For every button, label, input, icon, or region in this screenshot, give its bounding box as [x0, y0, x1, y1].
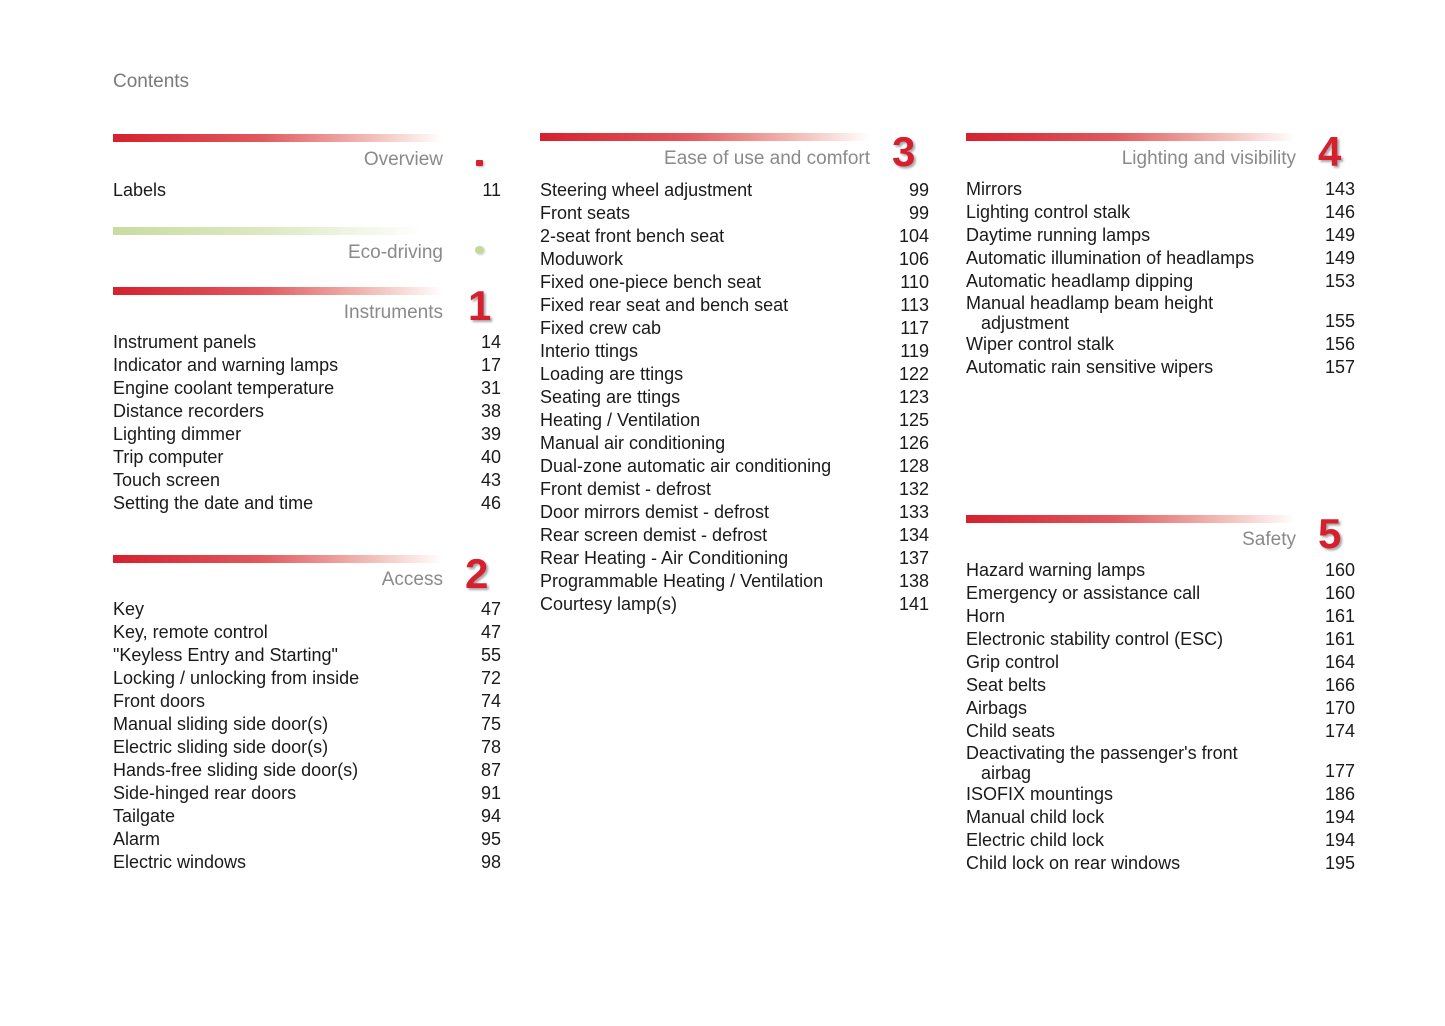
- toc-entry-label: 2-seat front bench seat: [540, 226, 725, 246]
- toc-entry-page: 123: [898, 387, 929, 407]
- toc-entry-page: 94: [480, 806, 501, 826]
- toc-entry-page: 155: [1324, 311, 1355, 331]
- toc-entry[interactable]: [540, 386, 929, 409]
- toc-entry-label: Trip computer: [113, 447, 224, 467]
- toc-entry-label: Rear Heating - Air Conditioning: [540, 548, 789, 568]
- toc-entry-page: 47: [480, 622, 501, 642]
- toc-entry-label: Door mirrors demist - defrost: [540, 502, 770, 522]
- toc-entry[interactable]: [966, 247, 1355, 270]
- toc-entry[interactable]: [966, 356, 1355, 379]
- toc-entry-label: Locking / unlocking from inside: [113, 668, 360, 688]
- entry-list: [113, 331, 501, 515]
- section-bar: [540, 133, 870, 141]
- toc-entry-label: Seating are ttings: [540, 387, 681, 407]
- toc-entry-page: 17: [480, 355, 501, 375]
- toc-entry-page: 125: [898, 410, 929, 430]
- toc-entry[interactable]: [113, 736, 501, 759]
- toc-entry-page: 110: [900, 272, 929, 292]
- entry-list: [966, 559, 1355, 875]
- toc-entry[interactable]: [966, 783, 1355, 806]
- toc-entry[interactable]: [113, 446, 501, 469]
- toc-entry-page: 38: [480, 401, 501, 421]
- toc-entry-page: 153: [1324, 271, 1355, 291]
- toc-entry[interactable]: [113, 423, 501, 446]
- toc-entry-label: Manual child lock: [966, 807, 1105, 827]
- toc-entry-page: 143: [1324, 179, 1355, 199]
- toc-entry[interactable]: [966, 697, 1355, 720]
- toc-entry-page: 46: [480, 493, 501, 513]
- toc-entry-label: Electric child lock: [966, 830, 1105, 850]
- toc-entry-label: Steering wheel adjustment: [540, 180, 753, 200]
- section-title: Safety: [1242, 529, 1296, 550]
- toc-entry-label: Fixed crew cab: [540, 318, 662, 338]
- toc-entry[interactable]: [966, 651, 1355, 674]
- toc-entry[interactable]: [113, 667, 501, 690]
- section-bar: [966, 515, 1296, 523]
- toc-entry-page: 117: [900, 318, 929, 338]
- section-title: Instruments: [343, 302, 443, 323]
- toc-entry-label: Electric windows: [113, 852, 247, 872]
- toc-entry[interactable]: [540, 593, 929, 616]
- toc-entry-label: Setting the date and time: [113, 493, 314, 513]
- toc-entry-page: 177: [1324, 761, 1355, 781]
- toc-entry[interactable]: [113, 179, 501, 202]
- toc-entry-page: 170: [1324, 698, 1355, 718]
- toc-entry[interactable]: [113, 469, 501, 492]
- toc-entry-label: Programmable Heating / Ventilation: [540, 571, 824, 591]
- toc-entry-label: Deactivating the passenger's front: [966, 743, 1238, 763]
- toc-entry-page: 11: [482, 180, 501, 200]
- toc-entry-label: Loading are ttings: [540, 364, 684, 384]
- toc-entry-page: 99: [908, 203, 929, 223]
- toc-entry-label: Key, remote control: [113, 622, 268, 642]
- toc-entry[interactable]: [113, 782, 501, 805]
- toc-entry-page: 40: [480, 447, 501, 467]
- toc-entry-page: 157: [1324, 357, 1355, 377]
- toc-entry[interactable]: [966, 852, 1355, 875]
- toc-entry-page: 126: [898, 433, 929, 453]
- toc-entry-label: Manual air conditioning: [540, 433, 726, 453]
- toc-entry-label: Touch screen: [113, 470, 221, 490]
- toc-entry-label: Indicator and warning lamps: [113, 355, 339, 375]
- toc-entry-page: 98: [480, 852, 501, 872]
- toc-entry-label: Tailgate: [113, 806, 176, 826]
- toc-entry-page: 104: [898, 226, 929, 246]
- entry-list: [540, 179, 929, 616]
- toc-entry[interactable]: [113, 354, 501, 377]
- toc-entry[interactable]: [540, 271, 929, 294]
- toc-entry-label: Interio ttings: [540, 341, 639, 361]
- toc-entry-page: 74: [480, 691, 501, 711]
- toc-entry[interactable]: [113, 759, 501, 782]
- toc-entry[interactable]: [966, 605, 1355, 628]
- toc-entry-label: Electronic stability control (ESC): [966, 629, 1224, 649]
- toc-entry-label: Horn: [966, 606, 1006, 626]
- toc-entry-page: 122: [898, 364, 929, 384]
- toc-entry-label: Key: [113, 599, 145, 619]
- section-bar: [113, 134, 443, 142]
- toc-entry[interactable]: [966, 582, 1355, 605]
- toc-entry-label: Engine coolant temperature: [113, 378, 335, 398]
- section-number: 4: [1318, 128, 1342, 175]
- toc-entry-page: 164: [1324, 652, 1355, 672]
- toc-entry[interactable]: [966, 559, 1355, 582]
- toc-entry-page: 78: [480, 737, 501, 757]
- toc-entry[interactable]: [113, 400, 501, 423]
- toc-entry-label: Front seats: [540, 203, 631, 223]
- toc-entry-label: Rear screen demist - defrost: [540, 525, 768, 545]
- toc-entry-page: 186: [1324, 784, 1355, 804]
- toc-entry-page: 43: [480, 470, 501, 490]
- toc-entry[interactable]: [966, 720, 1355, 743]
- section-bar: [113, 555, 443, 563]
- toc-entry-page: 138: [898, 571, 929, 591]
- toc-entry-label: Automatic illumination of headlamps: [966, 248, 1255, 268]
- toc-entry-label: Lighting control stalk: [966, 202, 1131, 222]
- toc-entry-page: 47: [480, 599, 501, 619]
- toc-entry[interactable]: [966, 270, 1355, 293]
- toc-entry[interactable]: [966, 628, 1355, 651]
- toc-entry-label: Emergency or assistance call: [966, 583, 1201, 603]
- page-title: Contents: [113, 71, 190, 92]
- toc-entry-page: 166: [1324, 675, 1355, 695]
- toc-entry-label-continued: adjustment: [981, 313, 1070, 333]
- toc-entry[interactable]: [113, 377, 501, 400]
- toc-entry[interactable]: [540, 202, 929, 225]
- toc-entry[interactable]: [966, 293, 1355, 333]
- toc-entry-page: 75: [480, 714, 501, 734]
- toc-entry-page: 161: [1324, 606, 1355, 626]
- toc-entry-label: Distance recorders: [113, 401, 265, 421]
- toc-entry-page: 31: [480, 378, 501, 398]
- section-title: Ease of use and comfort: [664, 148, 870, 169]
- toc-entry[interactable]: [540, 570, 929, 593]
- toc-entry-page: 99: [908, 180, 929, 200]
- toc-entry[interactable]: [966, 806, 1355, 829]
- toc-entry-page: 194: [1324, 830, 1355, 850]
- toc-entry[interactable]: [966, 201, 1355, 224]
- toc-entry-page: 146: [1324, 202, 1355, 222]
- toc-entry-page: 14: [480, 332, 501, 352]
- toc-entry-label: Airbags: [966, 698, 1028, 718]
- toc-entry[interactable]: [540, 363, 929, 386]
- toc-entry-page: 95: [480, 829, 501, 849]
- toc-entry-label: Electric sliding side door(s): [113, 737, 329, 757]
- entry-list: [113, 598, 501, 874]
- toc-entry[interactable]: [113, 851, 501, 874]
- toc-entry[interactable]: [540, 179, 929, 202]
- toc-entry[interactable]: [966, 829, 1355, 852]
- toc-entry-page: 134: [898, 525, 929, 545]
- toc-entry[interactable]: [113, 621, 501, 644]
- toc-entry-page: 149: [1324, 248, 1355, 268]
- entry-list: [966, 178, 1355, 379]
- toc-entry-page: 195: [1324, 853, 1355, 873]
- toc-entry[interactable]: [966, 224, 1355, 247]
- toc-entry-label: Fixed rear seat and bench seat: [540, 295, 789, 315]
- section-title: Eco-driving: [347, 242, 443, 263]
- section-title: Overview: [363, 149, 443, 170]
- section-number: 3: [892, 128, 916, 175]
- toc-entry[interactable]: [540, 409, 929, 432]
- toc-entry-label: Hazard warning lamps: [966, 560, 1146, 580]
- toc-entry-page: 156: [1324, 334, 1355, 354]
- toc-entry[interactable]: [540, 547, 929, 570]
- toc-entry[interactable]: [113, 828, 501, 851]
- toc-entry[interactable]: [540, 432, 929, 455]
- toc-entry-label: Child lock on rear windows: [966, 853, 1181, 873]
- toc-entry[interactable]: [113, 492, 501, 515]
- section-bar: [113, 287, 443, 295]
- section-number: 5: [1318, 510, 1342, 557]
- toc-entry-label: Hands-free sliding side door(s): [113, 760, 359, 780]
- toc-entry-label: Side-hinged rear doors: [113, 783, 297, 803]
- toc-entry[interactable]: [113, 598, 501, 621]
- toc-entry[interactable]: [966, 178, 1355, 201]
- toc-entry-label: Moduwork: [540, 249, 624, 269]
- toc-entry[interactable]: [966, 674, 1355, 697]
- entry-list: [113, 179, 501, 202]
- toc-entry[interactable]: [540, 225, 929, 248]
- section-number: 1: [468, 282, 492, 329]
- toc-entry[interactable]: [540, 317, 929, 340]
- toc-entry[interactable]: [540, 524, 929, 547]
- section-number: 2: [465, 550, 489, 597]
- toc-entry-page: 87: [480, 760, 501, 780]
- toc-entry-page: 160: [1324, 583, 1355, 603]
- toc-entry[interactable]: [540, 478, 929, 501]
- toc-entry-page: 161: [1324, 629, 1355, 649]
- toc-entry-label: Daytime running lamps: [966, 225, 1151, 245]
- toc-entry-label: Child seats: [966, 721, 1056, 741]
- toc-entry-label: ISOFIX mountings: [966, 784, 1114, 804]
- toc-entry[interactable]: [113, 713, 501, 736]
- toc-entry-label: Heating / Ventilation: [540, 410, 701, 430]
- section-title: Access: [381, 569, 443, 590]
- toc-entry-page: 91: [480, 783, 501, 803]
- toc-entry[interactable]: [966, 333, 1355, 356]
- toc-entry-page: 149: [1324, 225, 1355, 245]
- toc-entry-label: Mirrors: [966, 179, 1022, 199]
- toc-entry-label: Automatic headlamp dipping: [966, 271, 1194, 291]
- toc-entry-page: 194: [1324, 807, 1355, 827]
- toc-entry-page: 132: [898, 479, 929, 499]
- toc-entry-page: 113: [900, 295, 929, 315]
- section-bar: [113, 227, 423, 235]
- toc-entry-label: "Keyless Entry and Starting": [113, 645, 338, 665]
- toc-entry[interactable]: [113, 805, 501, 828]
- toc-entry[interactable]: [113, 331, 501, 354]
- toc-entry-page: 39: [480, 424, 501, 444]
- toc-entry-label-continued: airbag: [981, 763, 1032, 783]
- toc-entry-label: Wiper control stalk: [966, 334, 1115, 354]
- toc-entry[interactable]: [540, 501, 929, 524]
- toc-entry-label: Automatic rain sensitive wipers: [966, 357, 1214, 377]
- section-dot-icon: [476, 160, 483, 166]
- toc-entry-page: 141: [898, 594, 929, 614]
- toc-entry-page: 55: [480, 645, 501, 665]
- toc-entry-page: 174: [1324, 721, 1355, 741]
- toc-entry-label: Manual headlamp beam height: [966, 293, 1214, 313]
- toc-entry-page: 119: [900, 341, 929, 361]
- toc-entry-page: 128: [898, 456, 929, 476]
- toc-entry-label: Fixed one-piece bench seat: [540, 272, 762, 292]
- toc-entry[interactable]: [966, 743, 1355, 783]
- toc-entry-label: Seat belts: [966, 675, 1047, 695]
- toc-entry-label: Front doors: [113, 691, 206, 711]
- toc-entry[interactable]: [113, 644, 501, 667]
- toc-entry-page: 72: [480, 668, 501, 688]
- toc-entry-label: Manual sliding side door(s): [113, 714, 329, 734]
- toc-entry-label: Dual-zone automatic air conditioning: [540, 456, 832, 476]
- section-bar: [966, 133, 1296, 141]
- toc-entry-label: Alarm: [113, 829, 161, 849]
- toc-entry-label: Courtesy lamp(s): [540, 594, 678, 614]
- toc-entry-label: Front demist - defrost: [540, 479, 712, 499]
- toc-entry-page: 106: [898, 249, 929, 269]
- toc-entry-label: Grip control: [966, 652, 1060, 672]
- toc-entry-label: Labels: [113, 180, 167, 200]
- toc-entry[interactable]: [540, 340, 929, 363]
- toc-entry-page: 137: [898, 548, 929, 568]
- section-title: Lighting and visibility: [1121, 148, 1296, 169]
- toc-entry[interactable]: [540, 294, 929, 317]
- toc-entry[interactable]: [540, 248, 929, 271]
- toc-entry-page: 160: [1324, 560, 1355, 580]
- toc-entry[interactable]: [540, 455, 929, 478]
- toc-entry-page: 133: [898, 502, 929, 522]
- toc-entry-label: Instrument panels: [113, 332, 257, 352]
- toc-entry-label: Lighting dimmer: [113, 424, 242, 444]
- toc-entry[interactable]: [113, 690, 501, 713]
- eco-leaf-icon: [475, 246, 484, 254]
